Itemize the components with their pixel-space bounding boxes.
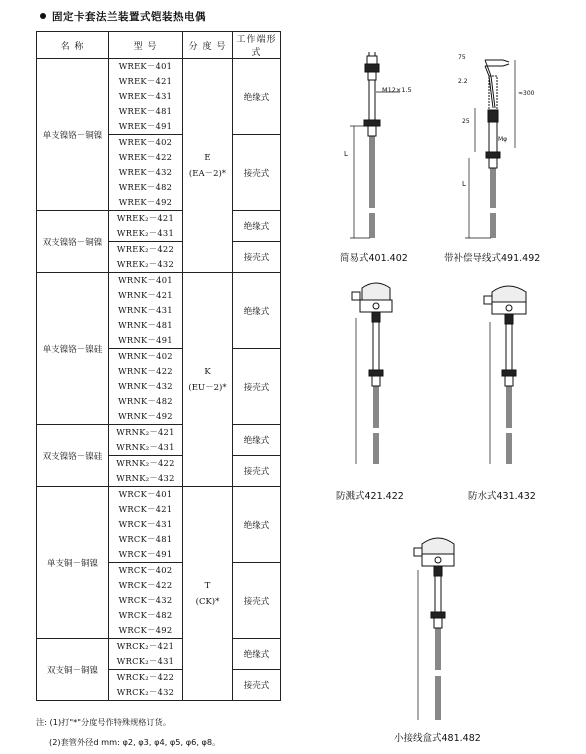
- product-name: 单支镍铬－镍硅: [37, 273, 109, 425]
- model-item: WRNK－422: [118, 366, 173, 376]
- table-row: [37, 487, 281, 563]
- fig2-25-label: 25: [462, 118, 470, 125]
- model-item: WRNK－421: [118, 290, 173, 300]
- figure-waterproof-type: [478, 278, 548, 478]
- model-item: WRNK－432: [118, 381, 173, 391]
- fig3-caption: 防溅式421.422: [336, 491, 404, 502]
- model-item: WRCK₂－422: [116, 672, 175, 682]
- model-item: WRNK－491: [118, 335, 173, 345]
- division-code: [183, 59, 233, 273]
- work-end-mode: 接壳式: [233, 456, 281, 487]
- division-code-alt: (CK)*: [195, 596, 220, 607]
- model-item: WRCK－491: [118, 549, 173, 559]
- work-end-mode: 接壳式: [233, 563, 281, 639]
- work-end-mode: 绝缘式: [233, 273, 281, 349]
- model-item: WRCK－482: [118, 610, 173, 620]
- division-code-alt: (EA－2)*: [188, 168, 227, 179]
- figure-small-junction-box-type: [406, 530, 476, 726]
- work-end-mode: 接壳式: [233, 349, 281, 425]
- model-item: WREK－422: [118, 152, 173, 162]
- fig2-caption: 带补偿导线式491.492: [444, 253, 541, 264]
- model-item: WRCK－432: [118, 595, 173, 605]
- model-list: [109, 135, 183, 211]
- product-name: 双支铜－铜镍: [37, 639, 109, 701]
- division-code-main: E: [204, 152, 211, 163]
- work-end-mode: 绝缘式: [233, 425, 281, 456]
- model-item: WRCK₂－432: [116, 687, 175, 697]
- page-title: [40, 9, 206, 24]
- model-list: [109, 670, 183, 701]
- fig2-length-label: L: [462, 180, 466, 188]
- table-row: [37, 59, 281, 135]
- figure-splash-proof-type: [342, 278, 412, 478]
- work-end-mode: 绝缘式: [233, 59, 281, 135]
- fig1-length-label: L: [344, 150, 348, 158]
- header-mode: 工作端形式: [233, 32, 281, 59]
- model-item: WREK₂－422: [116, 244, 175, 254]
- note-2: (2)套管外径d mm: φ2, φ3, φ4, φ5, φ6, φ8。: [49, 737, 221, 747]
- model-list: [109, 349, 183, 425]
- model-item: WRNK－481: [118, 320, 173, 330]
- model-item: WREK₂－432: [116, 259, 175, 269]
- model-item: WRNK－401: [118, 275, 173, 285]
- header-model: 型 号: [109, 32, 183, 59]
- fig5-caption: 小接线盒式481.482: [394, 733, 481, 744]
- model-item: WRCK－431: [118, 519, 173, 529]
- model-item: WREK₂－431: [116, 228, 175, 238]
- model-item: WREK－492: [118, 197, 173, 207]
- table-row: [37, 273, 281, 349]
- model-list: [109, 456, 183, 487]
- product-name: 单支镍铬－铜镍: [37, 59, 109, 211]
- work-end-mode: 接壳式: [233, 242, 281, 273]
- model-item: WRCK－492: [118, 625, 173, 635]
- model-list: [109, 59, 183, 135]
- notes: [36, 712, 220, 752]
- model-item: WRNK₂－421: [116, 427, 175, 437]
- model-item: WRCK－481: [118, 534, 173, 544]
- fig4-caption: 防水式431.432: [468, 491, 536, 502]
- table-row: [37, 425, 281, 456]
- model-item: WREK－431: [118, 91, 173, 101]
- model-item: WREK－482: [118, 182, 173, 192]
- model-list: [109, 273, 183, 349]
- division-code-main: K: [204, 366, 211, 377]
- model-item: WREK－432: [118, 167, 173, 177]
- work-end-mode: 接壳式: [233, 135, 281, 211]
- model-item: WREK－491: [118, 121, 173, 131]
- model-item: WREK－402: [118, 137, 173, 147]
- fig2-lead-label: ≈300: [518, 90, 535, 97]
- model-list: [109, 487, 183, 563]
- table-header-row: [37, 32, 281, 59]
- table-row: [37, 211, 281, 242]
- model-item: WRCK₂－431: [116, 656, 175, 666]
- division-code: [183, 273, 233, 487]
- fig1-caption: 简易式401.402: [340, 253, 408, 264]
- division-code: [183, 487, 233, 701]
- model-list: [109, 242, 183, 273]
- fig2-mid-label: 2.2: [458, 78, 468, 85]
- fig2-top-label: 75: [458, 54, 466, 61]
- model-item: WRCK－402: [118, 565, 173, 575]
- model-item: WRNK－492: [118, 411, 173, 421]
- model-item: WREK－481: [118, 106, 173, 116]
- product-name: 双支镍铬－铜镍: [37, 211, 109, 273]
- model-item: WRNK₂－432: [116, 473, 175, 483]
- model-item: WREK₂－421: [116, 213, 175, 223]
- model-item: WRNK₂－431: [116, 442, 175, 452]
- model-item: WRCK－421: [118, 504, 173, 514]
- work-end-mode: 接壳式: [233, 670, 281, 701]
- header-division: 分 度 号: [183, 32, 233, 59]
- work-end-mode: 绝缘式: [233, 211, 281, 242]
- model-list: [109, 425, 183, 456]
- bullet-icon: [40, 13, 46, 19]
- work-end-mode: 绝缘式: [233, 639, 281, 670]
- model-list: [109, 639, 183, 670]
- fig2-thread-label: Mφ: [498, 136, 508, 143]
- product-name: 双支镍铬－镍硅: [37, 425, 109, 487]
- model-item: WRNK－431: [118, 305, 173, 315]
- division-code-alt: (EU－2)*: [188, 382, 227, 393]
- model-item: WRNK₂－422: [116, 458, 175, 468]
- work-end-mode: 绝缘式: [233, 487, 281, 563]
- model-item: WRNK－402: [118, 351, 173, 361]
- model-list: [109, 211, 183, 242]
- title-text: 固定卡套法兰装置式铠装热电偶: [52, 11, 206, 23]
- note-1: 注: (1)打"*"分度号作特殊规格订货。: [36, 717, 172, 727]
- spec-table: [36, 31, 281, 701]
- model-list: [109, 563, 183, 639]
- table-body: [37, 59, 281, 701]
- product-name: 单支铜－铜镍: [37, 487, 109, 639]
- figure-simple-type: [340, 48, 410, 248]
- table-row: [37, 639, 281, 670]
- model-item: WRCK－422: [118, 580, 173, 590]
- model-item: WRCK－401: [118, 489, 173, 499]
- model-item: WREK－421: [118, 76, 173, 86]
- fig1-thread-label: M12×1.5: [382, 86, 412, 94]
- model-item: WRCK₂－421: [116, 641, 175, 651]
- division-code-main: T: [204, 580, 211, 591]
- header-name: 名 称: [37, 32, 109, 59]
- model-item: WRNK－482: [118, 396, 173, 406]
- model-item: WREK－401: [118, 61, 173, 71]
